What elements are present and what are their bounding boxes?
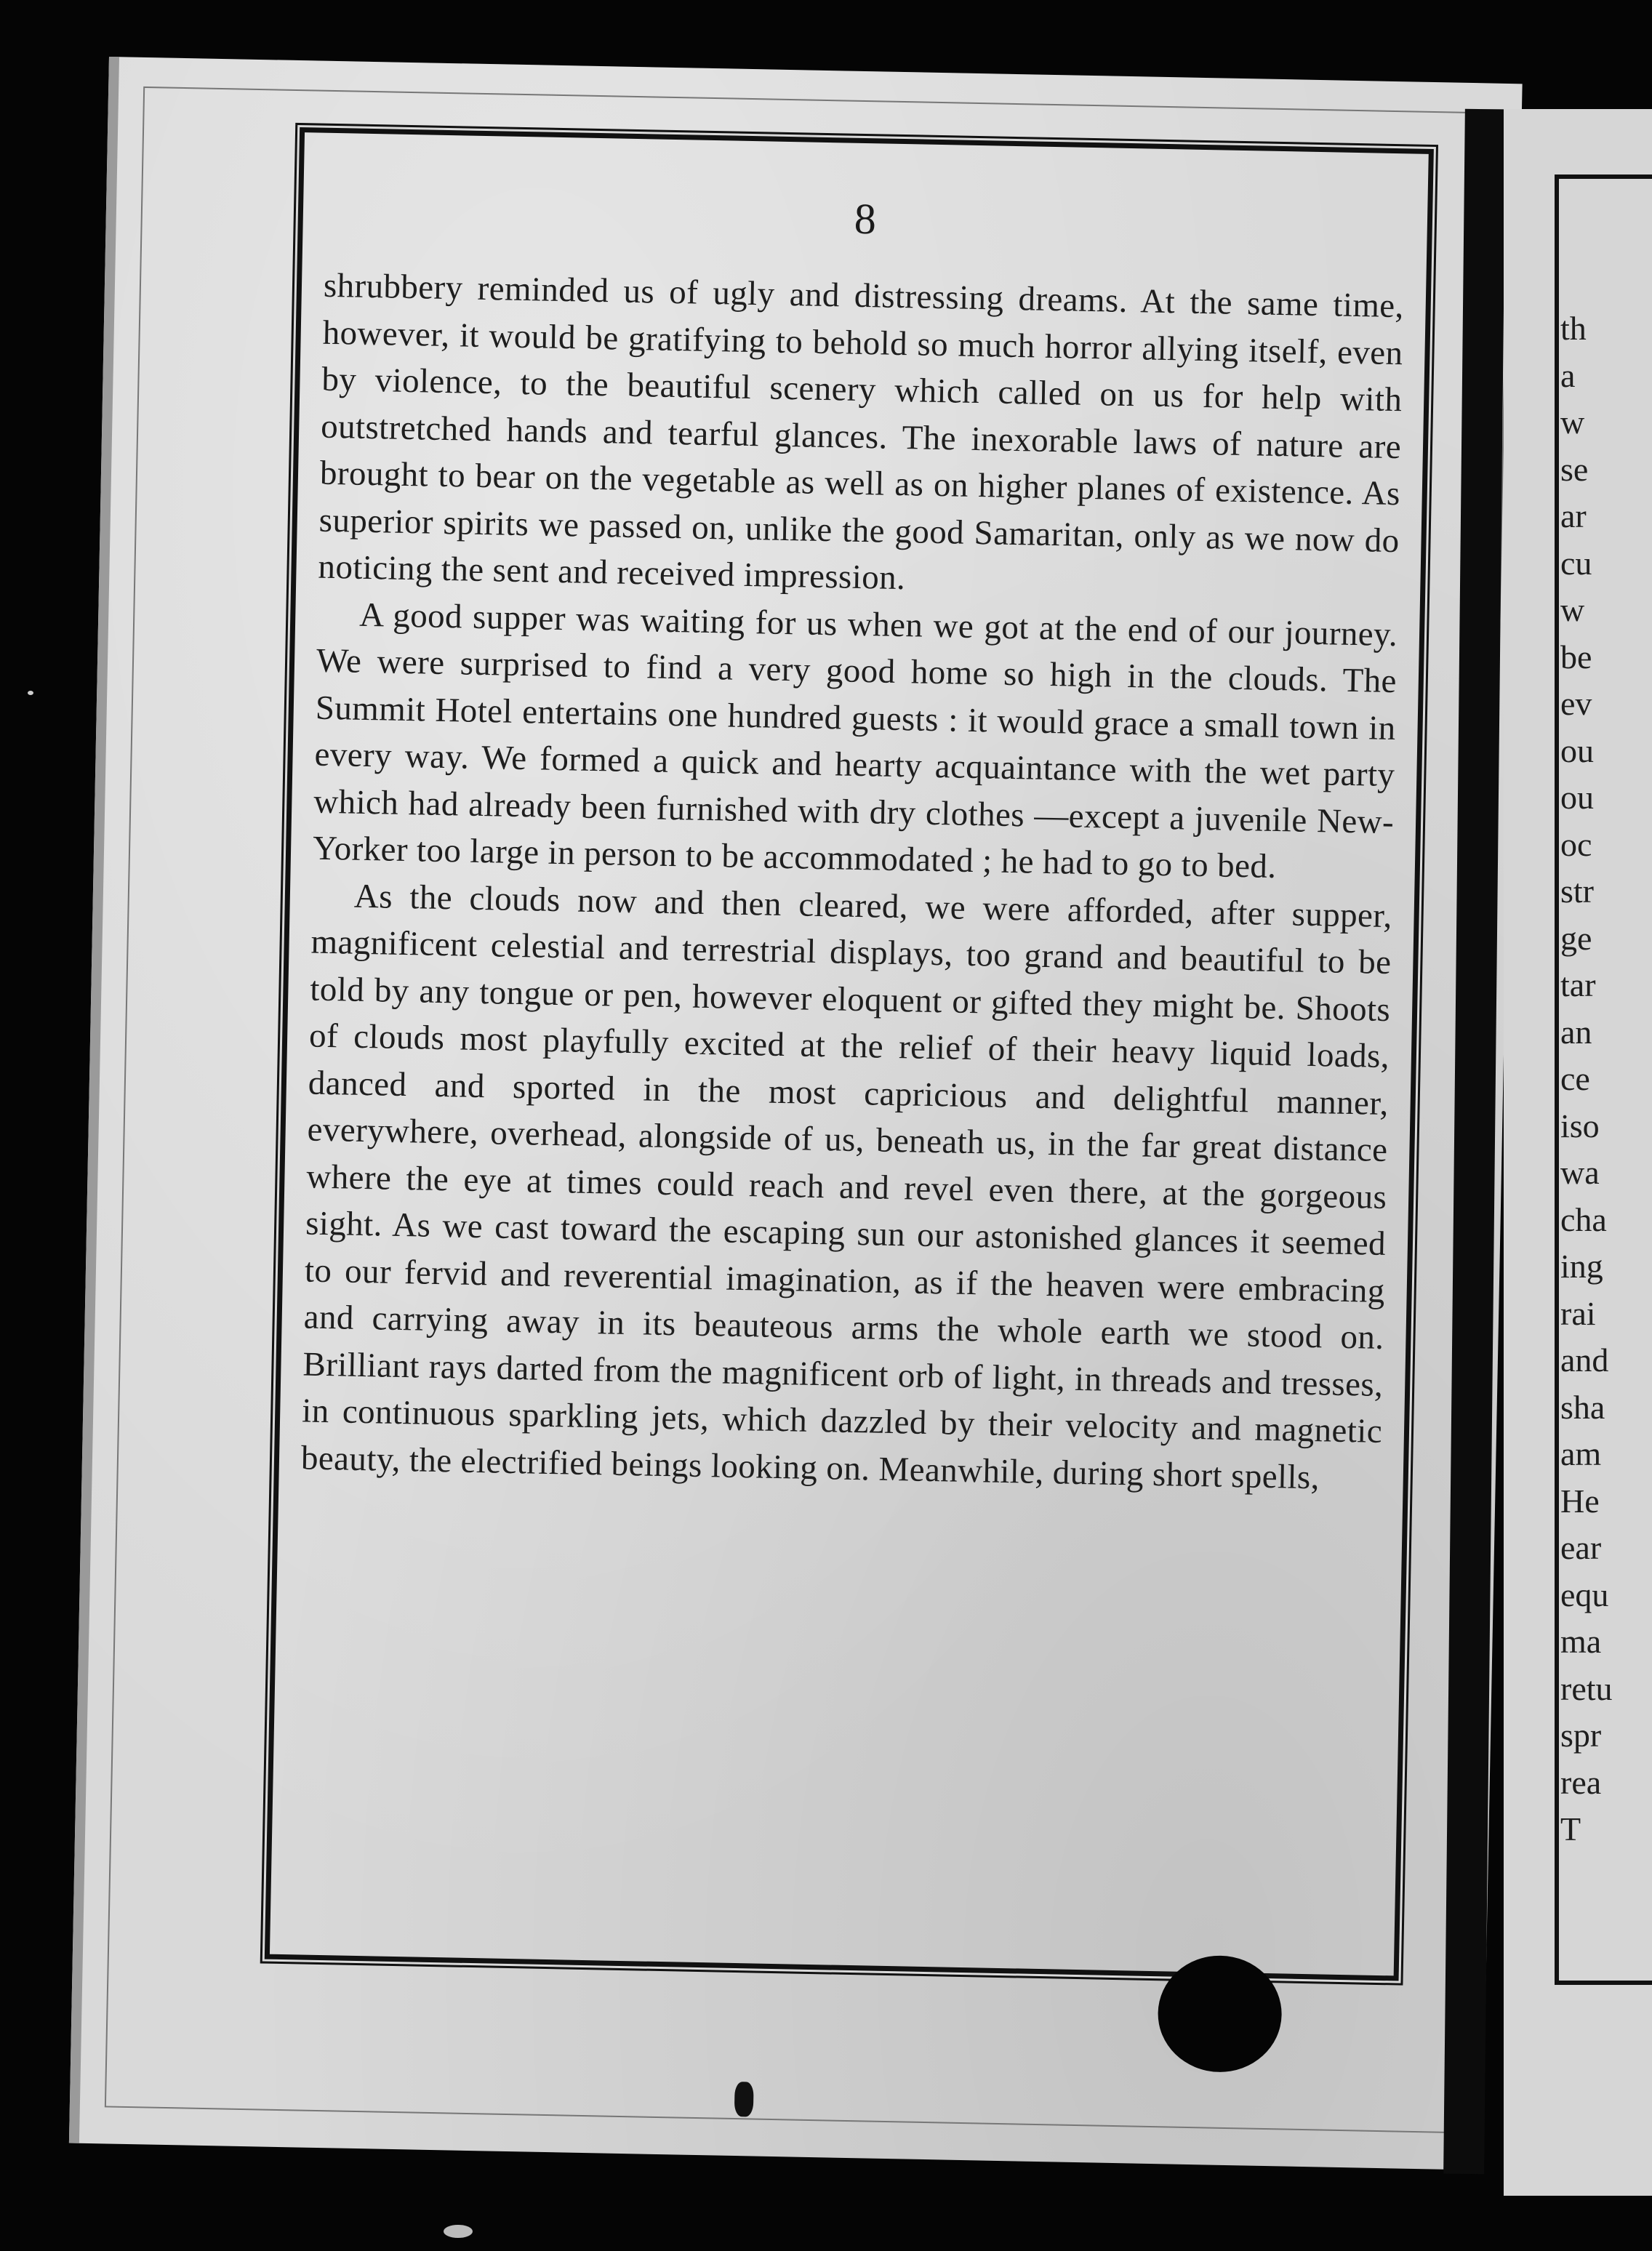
adjacent-page-line: rea — [1560, 1763, 1602, 1801]
adjacent-page-line: sha — [1560, 1388, 1605, 1426]
adjacent-page-line: equ — [1560, 1576, 1609, 1613]
adjacent-page-line: ou — [1560, 779, 1594, 816]
adjacent-page-line: tar — [1560, 966, 1596, 1003]
adjacent-page-line: ear — [1560, 1529, 1602, 1566]
adjacent-page-line: iso — [1560, 1107, 1600, 1144]
adjacent-page-line: oc — [1560, 825, 1592, 863]
adjacent-page-line: He — [1560, 1482, 1600, 1520]
adjacent-page-line: rai — [1560, 1294, 1596, 1332]
adjacent-page-line: str — [1560, 872, 1594, 910]
bottom-ink-mark — [734, 2082, 754, 2116]
adjacent-page-text — [1560, 305, 1613, 1853]
body-text — [300, 262, 1404, 1502]
scan-speck — [28, 691, 33, 695]
adjacent-page-line: cu — [1560, 544, 1592, 582]
paragraph-3: As the clouds now and then cleared, we were afforded, after supper, magnificent celestial and terrestrial displays, too grand and beautiful to be told by any tongue or pen, however eloquent or gifted they might be. Shoots of clouds most playfully excited at the relief of their heavy liquid loads, danced and sported in the most capricious and delightful manner, everywhere, overhead, alongside of us, beneath us, in the far great distance where the eye at times could reach and revel even there, at the gorgeous sight. As we cast toward the escaping sun our astonished glances it seemed to our fervid and reverential imagination, as if the heaven were embracing and carrying away in its beauteous arms the whole earth we stood on. Brilliant rays darted from the magnificent orb of light, in threads and tresses, in continuous sparkling jets, which dazzled by their velocity and magnetic beauty, the electrified beings looking on. Meanwhile, during short spells, — [300, 877, 1393, 1496]
scan-speck — [444, 2225, 473, 2238]
adjacent-page-line: spr — [1560, 1717, 1602, 1754]
adjacent-page-line: ou — [1560, 731, 1594, 769]
adjacent-page-line: be — [1560, 638, 1592, 675]
adjacent-page-line: se — [1560, 450, 1589, 488]
paragraph-2: A good supper was waiting for us when we got at the end of our journey. We were surprised to find a very good home so high in the clouds. The Summit Hotel entertains one hundred guests : it would grace a small town in every way. We formed a quick and hearty acquaintance with the wet party which had already been furnished with dry clothes —except a juvenile New-Yorker too large in person to be accommodated ; he had to go to bed. — [312, 595, 1398, 886]
adjacent-page-line: ing — [1560, 1248, 1603, 1285]
adjacent-page-line: w — [1560, 404, 1585, 441]
adjacent-page-line: ge — [1560, 919, 1592, 957]
scanned-page — [69, 57, 1523, 2170]
adjacent-page-line: retu — [1560, 1669, 1613, 1707]
paragraph-1: shrubbery reminded us of ugly and distressing dreams. At the same time, however, it would be gratifying to behold so much horror allying itself, even by violence, to the beautiful scenery which called on us for help with outstretched hands and tearful glances. The inexorable laws of nature are brought to bear on the vegetable as well as on higher planes of existence. As superior spirits we passed on, unlike the good Samaritan, only as we now do noticing the sent and received impression. — [318, 266, 1405, 598]
text-frame — [265, 127, 1434, 1981]
adjacent-page-line: ce — [1560, 1060, 1590, 1097]
adjacent-page — [1504, 109, 1652, 2196]
adjacent-page-line: a — [1560, 356, 1576, 394]
adjacent-page-line: ma — [1560, 1623, 1602, 1660]
page-number: 8 — [854, 194, 877, 244]
adjacent-page-line: ar — [1560, 497, 1587, 534]
adjacent-page-line: wa — [1560, 1154, 1600, 1191]
adjacent-page-line: an — [1560, 1013, 1592, 1051]
adjacent-page-line: w — [1560, 591, 1585, 628]
adjacent-page-line: T — [1560, 1810, 1581, 1847]
adjacent-page-line: th — [1560, 310, 1587, 347]
adjacent-page-line: am — [1560, 1435, 1602, 1472]
adjacent-page-line: ev — [1560, 685, 1592, 722]
adjacent-page-line: cha — [1560, 1200, 1607, 1238]
adjacent-page-line: and — [1560, 1341, 1609, 1379]
